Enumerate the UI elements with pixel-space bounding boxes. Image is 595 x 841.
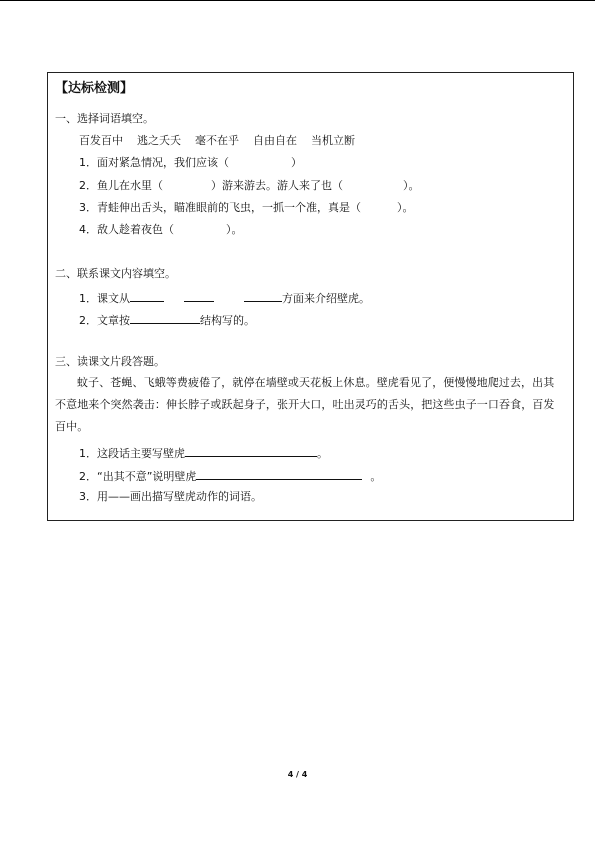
section2-heading: 二、联系课文内容填空。 [55,267,176,280]
answer-blank[interactable] [244,290,282,302]
s1-question-4: 4．敌人趁着夜色（ ）。 [79,223,243,236]
word-bank [79,134,369,148]
word-bank-item: 百发百中 [79,134,123,147]
s3-question-3: 3．用——画出描写壁虎动作的词语。 [79,490,262,503]
word-bank-item: 逃之夭夭 [137,134,181,147]
page-number: 4 / 4 [287,770,308,779]
s2-question-2: 2．文章按 结构写的。 [79,314,255,327]
word-bank-item: 毫不在乎 [195,134,239,147]
s2-question-1: 1．课文从 方面来介绍壁虎。 [79,292,370,305]
s3-question-1: 1．这段话主要写壁虎 。 [79,447,328,460]
reading-passage: 蚊子、苍蝇、飞蛾等费疲倦了，就停在墙壁或天花板上休息。壁虎看见了，便慢慢地爬过去，出其不意地来个突然袭击：伸长脖子或跃起身子，张开大口，吐出灵巧的舌头，把这些虫子一口吞食，百发百中。 [55,376,555,433]
s1-question-1: 1．面对紧急情况，我们应该（ ） [79,156,302,169]
word-bank-item: 自由自在 [253,134,297,147]
section1-heading: 一、选择词语填空。 [55,112,154,125]
section3-heading: 三、读课文片段答题。 [55,355,165,368]
answer-blank[interactable] [196,468,362,480]
answer-blank[interactable] [185,445,317,457]
section-title: 【达标检测】 [55,81,134,96]
s1-question-2: 2．鱼儿在水里（ ）游来游去。游人来了也（ ）。 [79,179,420,192]
answer-blank[interactable] [130,290,164,302]
exercise-box [47,72,574,521]
s3-question-2: 2．“出其不意”说明壁虎 。 [79,470,382,483]
s1-question-3: 3．青蛙伸出舌头，瞄准眼前的飞虫，一抓一个准，真是（ ）。 [79,201,414,214]
answer-blank[interactable] [184,290,214,302]
word-bank-item: 当机立断 [311,134,355,147]
answer-blank[interactable] [130,312,200,324]
header-rule [0,0,595,1]
